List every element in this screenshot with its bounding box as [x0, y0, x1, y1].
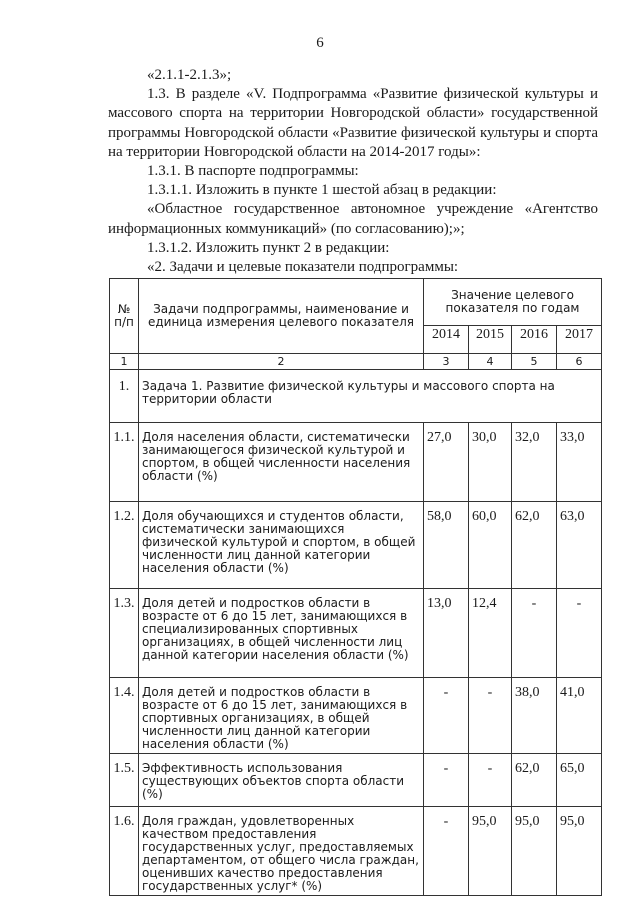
column-number: 2 — [139, 354, 424, 370]
indicator-name: Доля детей и подростков области в возрасте от 6 до 15 лет, занимающихся в специализированных спортивных организациях, в общей численности лиц данной категории населения области (%) — [139, 589, 424, 678]
header-year: 2016 — [512, 325, 557, 353]
column-number: 5 — [512, 354, 557, 370]
page-number: 6 — [316, 35, 324, 51]
value-2014: 58,0 — [424, 502, 469, 589]
table-row — [110, 502, 602, 589]
row-number: 1.5. — [110, 754, 139, 807]
header-year: 2015 — [469, 325, 512, 353]
header-values: Значение целевого показателя по годам — [424, 279, 602, 326]
value-2017: 65,0 — [557, 754, 602, 807]
value-2015: - — [469, 754, 512, 807]
value-2014: - — [424, 807, 469, 896]
paragraph: 1.3.1.1. Изложить в пункте 1 шестой абзац в редакции: — [147, 182, 497, 199]
value-2016: 62,0 — [512, 502, 557, 589]
value-2016: 32,0 — [512, 423, 557, 502]
value-2015: - — [469, 678, 512, 754]
indicator-name: Доля населения области, систематически занимающегося физической культурой и спортом, в общей численности населения области (%) — [139, 423, 424, 502]
value-2015: 12,4 — [469, 589, 512, 678]
header-number: № п/п — [110, 279, 139, 354]
column-number-row — [110, 354, 602, 370]
column-number: 4 — [469, 354, 512, 370]
paragraph: «2.1.1-2.1.3»; — [147, 67, 232, 83]
task-title: Задача 1. Развитие физической культуры и массового спорта на территории области — [139, 370, 602, 423]
paragraph: «Областное государственное автономное учреждение «Агентство информационных коммуникаций» (по согласованию);»; — [108, 201, 598, 237]
value-2014: - — [424, 754, 469, 807]
row-number: 1.6. — [110, 807, 139, 896]
indicator-name: Доля детей и подростков области в возрасте от 6 до 15 лет, занимающихся в спортивных организациях, в общей численности лиц данной категории населения области (%) — [139, 678, 424, 754]
row-number: 1.2. — [110, 502, 139, 589]
table-row — [110, 589, 602, 678]
paragraph: 1.3.1. В паспорте подпрограммы: — [147, 163, 359, 180]
value-2015: 30,0 — [469, 423, 512, 502]
table-row — [110, 423, 602, 502]
value-2017: 63,0 — [557, 502, 602, 589]
paragraph: 1.3.1.2. Изложить пункт 2 в редакции: — [147, 239, 390, 256]
column-number: 6 — [557, 354, 602, 370]
table-row — [110, 754, 602, 807]
table-row — [110, 807, 602, 896]
value-2014: 27,0 — [424, 423, 469, 502]
value-2017: 41,0 — [557, 678, 602, 754]
task-number: 1. — [110, 370, 139, 423]
table-row — [110, 678, 602, 754]
indicator-name: Доля обучающихся и студентов области, систематически занимающихся физической культурой и спортом, в общей численности лиц данной категории населения области (%) — [139, 502, 424, 589]
body-text — [108, 66, 598, 277]
indicator-name: Эффективность использования существующих объектов спорта области (%) — [139, 754, 424, 807]
header-task: Задачи подпрограммы, наименование и единица измерения целевого показателя — [139, 279, 424, 354]
value-2017: - — [557, 589, 602, 678]
table-header-row — [110, 279, 602, 326]
indicator-name: Доля граждан, удовлетворенных качеством предоставления государственных услуг, предоставляемых департаментом, от общего числа граждан, оценивших качество предоставления государственных услуг* (%) — [139, 807, 424, 896]
value-2016: 38,0 — [512, 678, 557, 754]
column-number: 3 — [424, 354, 469, 370]
value-2015: 95,0 — [469, 807, 512, 896]
row-number: 1.3. — [110, 589, 139, 678]
value-2017: 95,0 — [557, 807, 602, 896]
paragraph: 1.3. В разделе «V. Подпрограмма «Развитие физической культуры и массового спорта на территории Новгородской области» государственной программы Новгородской области «Развитие физической культуры и спорта на территории Новгородской области на 2014-2017 годы»: — [108, 86, 598, 160]
header-year: 2017 — [557, 325, 602, 353]
value-2016: - — [512, 589, 557, 678]
paragraph: «2. Задачи и целевые показатели подпрограммы: — [147, 259, 459, 276]
value-2015: 60,0 — [469, 502, 512, 589]
row-number: 1.1. — [110, 423, 139, 502]
value-2016: 95,0 — [512, 807, 557, 896]
value-2017: 33,0 — [557, 423, 602, 502]
indicators-table — [109, 278, 602, 896]
value-2016: 62,0 — [512, 754, 557, 807]
header-year: 2014 — [424, 325, 469, 353]
value-2014: 13,0 — [424, 589, 469, 678]
column-number: 1 — [110, 354, 139, 370]
value-2014: - — [424, 678, 469, 754]
task-row — [110, 370, 602, 423]
row-number: 1.4. — [110, 678, 139, 754]
